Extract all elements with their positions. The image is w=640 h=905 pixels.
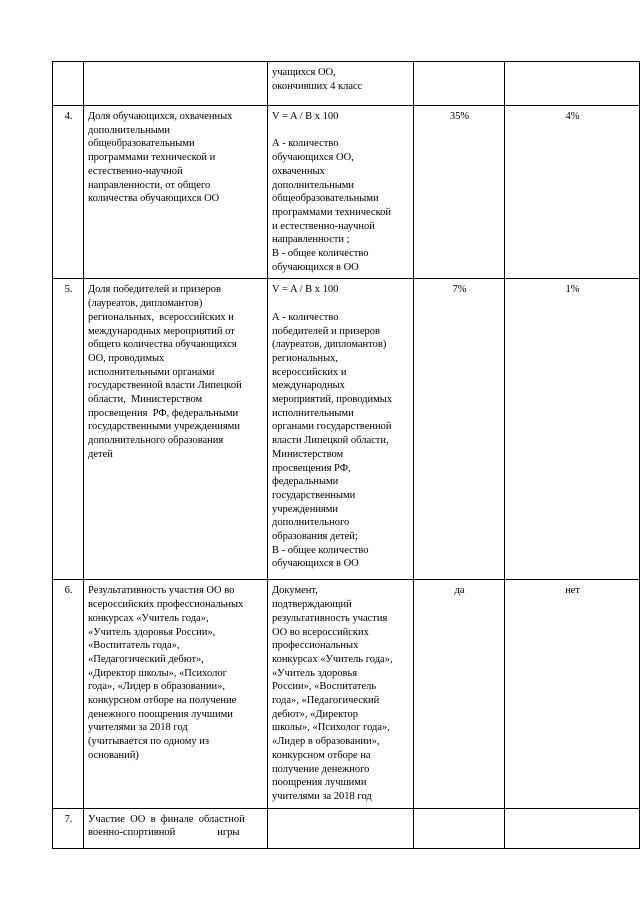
indicator-name <box>84 808 268 848</box>
text-line: общего количества обучающихся <box>88 339 237 351</box>
text-line: количества обучающихся ОО <box>88 193 220 205</box>
text-line: исполнительными органами <box>88 366 215 378</box>
text-line: просвещения РФ, <box>272 462 351 474</box>
text-line: учителями за 2018 год <box>272 790 372 802</box>
text-line: Министерством <box>272 448 344 460</box>
text-line: денежного поощрения лучшими <box>88 708 233 720</box>
actual-value: 1% <box>505 279 640 580</box>
text-line: и естественно-научной <box>272 220 375 232</box>
text-line: международных мероприятий от <box>88 325 235 337</box>
text-line: оснований) <box>88 749 139 761</box>
text-line: конкурсном отборе на получение <box>88 695 237 707</box>
text-line: России», «Воспитатель <box>272 681 377 693</box>
text-line: Доля победителей и призеров <box>88 284 221 296</box>
text-line: дополнительного образования <box>88 435 224 447</box>
formula: V = A / B х 100 <box>272 111 339 122</box>
table-row <box>53 279 640 580</box>
indicators-table <box>52 61 640 849</box>
text-line: поощрения лучшими <box>272 777 367 789</box>
text-line: образования детей; <box>272 531 358 543</box>
spacer <box>272 124 410 138</box>
actual-value: нет <box>505 580 640 808</box>
text-line: школы», «Психолог года», <box>272 722 390 734</box>
calculation-method <box>268 279 414 580</box>
text-line: конкурсах «Учитель года», <box>272 653 393 665</box>
text-line: естественно-научной <box>88 165 183 177</box>
row-number: 5. <box>53 279 84 580</box>
text-line: просвещения РФ, федеральными <box>88 407 239 419</box>
text-line: направленности, от общего <box>88 179 211 191</box>
row-number: 6. <box>53 580 84 808</box>
text-line: программами технической <box>272 206 392 218</box>
text-line: области, Министерством <box>88 394 203 406</box>
text-line: общеобразовательными <box>88 138 195 150</box>
formula: V = A / B х 100 <box>272 284 339 296</box>
text-line: мероприятий, проводимых <box>272 394 393 406</box>
text-line: государственными <box>272 489 356 501</box>
text-line: государственными учреждениями <box>88 421 240 433</box>
calculation-method <box>268 580 414 808</box>
text-line: дополнительного <box>272 517 350 529</box>
text-line: (лауреатов, дипломантов) <box>272 339 387 351</box>
text-line: органами государственной <box>272 421 392 433</box>
text-line: федеральными <box>272 476 339 488</box>
text-line: дополнительными <box>88 124 171 136</box>
text-line: (учитывается по одному из <box>88 736 210 748</box>
table-row <box>53 62 640 106</box>
text-line: общеобразовательными <box>272 193 379 205</box>
text-line: ОО во всероссийских <box>272 626 369 638</box>
row-number: 4. <box>53 106 84 279</box>
text-line: «Директор школы», «Психолог <box>88 667 227 679</box>
text-line: результативность участия <box>272 612 388 624</box>
text-line: учреждениями <box>272 503 339 515</box>
target-value: 7% <box>414 279 505 580</box>
text-line: программами технической и <box>88 152 216 164</box>
text-line: конкурсном отборе на <box>272 749 371 761</box>
calculation-method <box>268 106 414 279</box>
target-value <box>414 808 505 848</box>
actual-value <box>505 808 640 848</box>
table-row <box>53 106 640 279</box>
text-line: профессиональных <box>272 640 359 652</box>
text-line: окончивших 4 класс <box>272 80 363 92</box>
text-line: В - общее количество <box>272 544 369 556</box>
text-line: года», «Педагогический <box>272 695 380 707</box>
actual-value: 4% <box>505 106 640 279</box>
text-line: дебют», «Директор <box>272 708 358 720</box>
text-line: учителями за 2018 год <box>88 722 188 734</box>
text-line: международных <box>272 380 345 392</box>
text-line: охваченных <box>272 165 325 177</box>
text-line: региональных, <box>272 352 339 364</box>
table-row <box>53 580 640 808</box>
text-line: «Педагогический дебют», <box>88 653 204 665</box>
text-line: Документ, <box>272 585 318 597</box>
text-line: направленности ; <box>272 234 350 246</box>
target-value <box>414 62 505 106</box>
text-line: получение денежного <box>272 763 370 775</box>
text-line: года», «Лидер в образовании», <box>88 681 225 693</box>
spacer <box>272 297 410 311</box>
text-line: подтверждающий <box>272 599 352 611</box>
text-line: обучающихся в ОО <box>272 261 359 273</box>
text-line: А - количество <box>272 311 339 323</box>
text-line: военно-спортивной игры <box>88 827 240 839</box>
indicator-name <box>84 62 268 106</box>
row-number: 7. <box>53 808 84 848</box>
target-value: да <box>414 580 505 808</box>
text-line: региональных, всероссийских и <box>88 311 234 323</box>
text-line: дополнительными <box>272 179 355 191</box>
calculation-method <box>268 62 414 106</box>
text-line: А - количество <box>272 138 339 150</box>
text-line: учащихся ОО, <box>272 67 336 78</box>
actual-value <box>505 62 640 106</box>
text-line: «Воспитатель года», <box>88 640 180 652</box>
text-line: всероссийских и <box>272 366 347 378</box>
text-line: государственной власти Липецкой <box>88 380 242 392</box>
indicator-name <box>84 279 268 580</box>
indicator-name <box>84 106 268 279</box>
text-line: Доля обучающихся, охваченных <box>88 111 233 122</box>
text-line: обучающихся в ОО <box>272 558 359 570</box>
text-line: власти Липецкой области, <box>272 435 389 447</box>
row-number <box>53 62 84 106</box>
text-line: обучающихся ОО, <box>272 152 354 164</box>
text-line: победителей и призеров <box>272 325 380 337</box>
text-line: всероссийских профессиональных <box>88 599 244 611</box>
indicator-name <box>84 580 268 808</box>
target-value: 35% <box>414 106 505 279</box>
text-line: «Учитель здоровья <box>272 667 358 679</box>
text-line: Участие ОО в финале областной <box>88 813 245 825</box>
text-line: ОО, проводимых <box>88 352 165 364</box>
table-row <box>53 808 640 848</box>
text-line: Результативность участия ОО во <box>88 585 235 597</box>
calculation-method <box>268 808 414 848</box>
text-line: конкурсах «Учитель года», <box>88 612 209 624</box>
text-line: детей <box>88 448 113 460</box>
text-line: «Учитель здоровья России», <box>88 626 216 638</box>
text-line: «Лидер в образовании», <box>272 736 380 748</box>
text-line: (лауреатов, дипломантов) <box>88 298 203 310</box>
text-line: исполнительными <box>272 407 354 419</box>
text-line: В - общее количество <box>272 248 369 260</box>
